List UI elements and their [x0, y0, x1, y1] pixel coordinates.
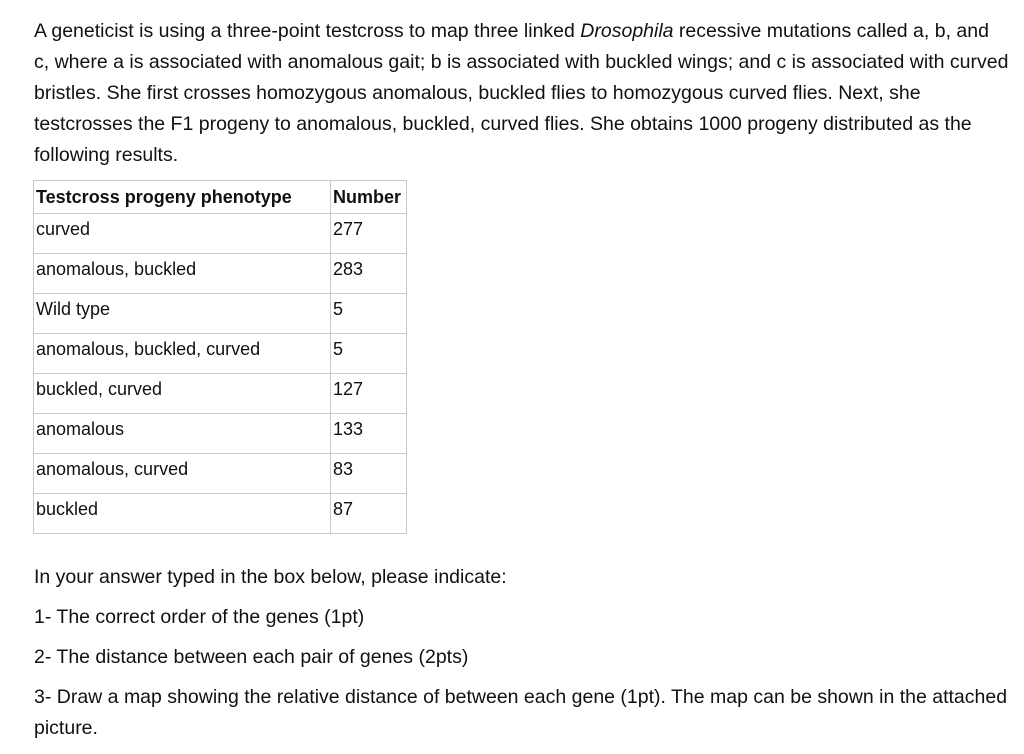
table-row — [34, 334, 407, 374]
table-row — [34, 414, 407, 454]
table-row — [34, 374, 407, 414]
table-header-row — [34, 181, 407, 214]
number-cell: 283 — [331, 254, 407, 294]
phenotype-cell: Wild type — [34, 294, 331, 334]
phenotype-cell: buckled, curved — [34, 374, 331, 414]
problem-text-before: A geneticist is using a three-point testcross to map three linked — [34, 20, 581, 42]
organism-name: Drosophila — [580, 20, 674, 42]
progeny-table — [33, 180, 407, 534]
phenotype-cell: anomalous, buckled, curved — [34, 334, 331, 374]
instructions — [34, 562, 1009, 753]
problem-text-after: recessive mutations called a, b, and c, where a is associated with anomalous gait; b is associated with buckled wings; and c is associated with curved bristles. She first crosses homozygous anomalous, buckled flies to homozygous curved flies. Next, she testcrosses the F1 progeny to anomalous, buckled, curved flies. She obtains 1000 progeny distributed as the following results. — [34, 20, 1009, 166]
number-cell: 5 — [331, 334, 407, 374]
instructions-lead: In your answer typed in the box below, please indicate: — [34, 566, 507, 588]
table-row — [34, 494, 407, 534]
problem-statement — [34, 16, 1009, 171]
phenotype-cell: anomalous, curved — [34, 454, 331, 494]
phenotype-cell: curved — [34, 214, 331, 254]
table-row — [34, 454, 407, 494]
number-cell: 83 — [331, 454, 407, 494]
number-cell: 127 — [331, 374, 407, 414]
table-row — [34, 294, 407, 334]
header-number: Number — [331, 181, 407, 214]
number-cell: 87 — [331, 494, 407, 534]
instruction-item: 1- The correct order of the genes (1pt) — [34, 606, 365, 628]
number-cell: 133 — [331, 414, 407, 454]
header-phenotype: Testcross progeny phenotype — [34, 181, 331, 214]
phenotype-cell: buckled — [34, 494, 331, 534]
number-cell: 277 — [331, 214, 407, 254]
phenotype-cell: anomalous, buckled — [34, 254, 331, 294]
table-row — [34, 254, 407, 294]
phenotype-cell: anomalous — [34, 414, 331, 454]
instruction-item: 2- The distance between each pair of genes (2pts) — [34, 646, 469, 668]
table-row — [34, 214, 407, 254]
number-cell: 5 — [331, 294, 407, 334]
instruction-item: 3- Draw a map showing the relative distance of between each gene (1pt). The map can be shown in the attached picture. — [34, 686, 1008, 739]
